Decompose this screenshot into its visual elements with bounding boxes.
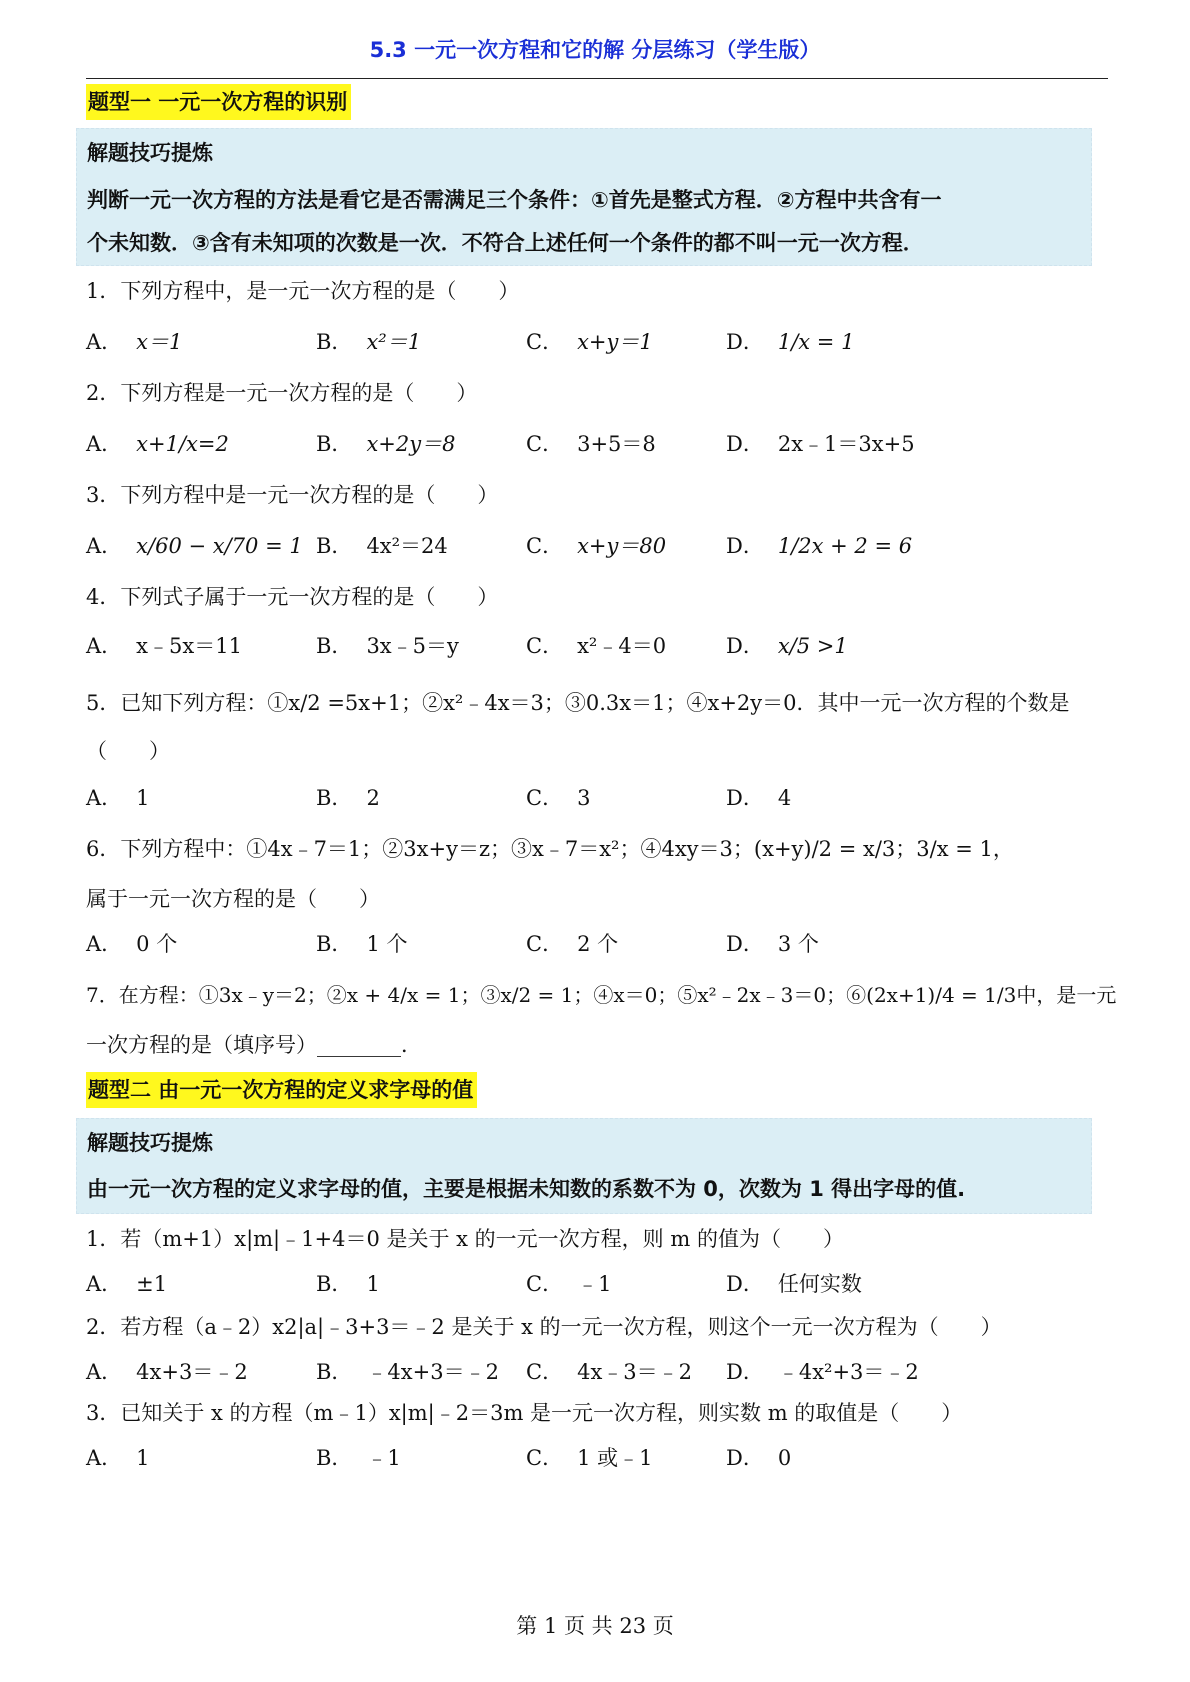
option-text: 任何实数 [777, 1272, 862, 1296]
question-6: 6．下列方程中：①4x﹣7＝1；②3x+y＝z；③x﹣7＝x²；④4xy＝3；(x+y)/2 = x/3；3/x = 1， [86, 837, 1014, 861]
option-c [526, 526, 666, 566]
option-d [726, 1438, 791, 1478]
options-row [86, 626, 1106, 666]
page-footer: 第 1 页 共 23 页 [516, 1614, 674, 1638]
question-3: 3．下列方程中是一元一次方程的是（ ） [86, 483, 499, 507]
option-b [316, 1438, 401, 1478]
option-label: B． [316, 1272, 353, 1296]
option-d [726, 626, 848, 666]
question-5-cont: （ ） [86, 739, 170, 763]
question-6-cont: 属于一元一次方程的是（ ） [86, 887, 380, 911]
option-text: ﹣4x²+3＝﹣2 [777, 1360, 919, 1384]
option-label: B． [316, 1360, 353, 1384]
option-text: x²＝1 [366, 330, 422, 354]
option-label: B． [316, 330, 353, 354]
option-text: 1 个 [366, 932, 408, 956]
option-label: B． [316, 534, 353, 558]
section-heading-1: 题型一 一元一次方程的识别 [86, 84, 351, 120]
document-title: 5.3 一元一次方程和它的解 分层练习（学生版） [369, 38, 821, 62]
option-label: C． [526, 1360, 564, 1384]
question-2: 2．下列方程是一元一次方程的是（ ） [86, 381, 478, 405]
option-text: 4x﹣3＝﹣2 [577, 1360, 693, 1384]
options-row [86, 526, 1106, 566]
option-text: x+y＝1 [577, 330, 653, 354]
option-label: C． [526, 1272, 564, 1296]
option-text: 3x﹣5＝y [366, 634, 459, 658]
option-text: x²﹣4＝0 [577, 634, 667, 658]
option-b [316, 1264, 380, 1304]
option-label: A． [86, 634, 123, 658]
option-label: D． [726, 786, 764, 810]
option-label: B． [316, 786, 353, 810]
title-rule [86, 78, 1108, 79]
question-5: 5．已知下列方程：①x/2 =5x+1；②x²﹣4x＝3；③0.3x＝1；④x+2y＝0．其中一元一次方程的个数是 [86, 691, 1070, 715]
option-text: 1 或﹣1 [577, 1446, 653, 1470]
option-label: C． [526, 786, 564, 810]
option-text: 4x²＝24 [366, 534, 448, 558]
option-label: A． [86, 1446, 123, 1470]
options-row [86, 924, 1106, 964]
options-row [86, 778, 1106, 818]
tip-text-line: 个未知数．③含有未知项的次数是一次．不符合上述任何一个条件的都不叫一元一次方程． [87, 231, 924, 255]
option-a [86, 1264, 167, 1304]
option-text: x+y＝80 [577, 534, 667, 558]
option-text: 2 [366, 786, 380, 810]
option-label: D． [726, 1360, 764, 1384]
option-text: ﹣1 [577, 1272, 612, 1296]
options-row [86, 1438, 1106, 1478]
option-a [86, 626, 242, 666]
tip-box-1 [76, 128, 1092, 266]
tip-box-2 [76, 1118, 1092, 1214]
tip-title: 解题技巧提炼 [87, 141, 213, 165]
option-text: 2 个 [577, 932, 619, 956]
option-text: 1 [136, 786, 150, 810]
option-d [726, 778, 791, 818]
option-text: 0 个 [136, 932, 178, 956]
question-4: 4．下列式子属于一元一次方程的是（ ） [86, 585, 499, 609]
option-d [726, 526, 912, 566]
option-label: D． [726, 634, 764, 658]
option-a [86, 1438, 150, 1478]
option-label: D． [726, 330, 764, 354]
option-text: 3 个 [777, 932, 819, 956]
question-2-1: 1．若（m+1）x|m|﹣1+4＝0 是关于 x 的一元一次方程，则 m 的值为（ ） [86, 1227, 844, 1251]
option-text: 1/2x + 2 = 6 [777, 534, 913, 558]
option-text: 1 [366, 1272, 380, 1296]
option-label: B． [316, 432, 353, 456]
option-text: x/5 >1 [777, 634, 848, 658]
option-c [526, 322, 653, 362]
question-2-3: 3．已知关于 x 的方程（m﹣1）x|m|﹣2＝3m 是一元一次方程，则实数 m 的取值是（ ） [86, 1401, 963, 1425]
option-label: C． [526, 330, 564, 354]
option-label: C． [526, 432, 564, 456]
option-label: C． [526, 634, 564, 658]
option-text: 1/x = 1 [777, 330, 855, 354]
option-text: x/60 − x/70 = 1 [136, 534, 303, 558]
option-label: B． [316, 932, 353, 956]
option-text: x﹣5x＝11 [136, 634, 242, 658]
option-d [726, 322, 854, 362]
question-7-cont: 一次方程的是（填序号）________． [86, 1033, 422, 1057]
tip-text-line: 判断一元一次方程的方法是看它是否需满足三个条件：①首先是整式方程．②方程中共含有一 [87, 188, 942, 212]
option-label: A． [86, 534, 123, 558]
option-text: ﹣1 [366, 1446, 401, 1470]
option-a [86, 778, 150, 818]
option-text: 4 [777, 786, 792, 810]
option-text: 1 [136, 1446, 150, 1470]
section-heading-2: 题型二 由一元一次方程的定义求字母的值 [86, 1072, 477, 1108]
options-row [86, 322, 1106, 362]
option-c [526, 1352, 692, 1392]
option-label: D． [726, 1446, 764, 1470]
option-label: A． [86, 932, 123, 956]
option-a [86, 1352, 248, 1392]
option-label: A． [86, 432, 123, 456]
option-label: A． [86, 1272, 123, 1296]
option-b [316, 626, 459, 666]
option-label: A． [86, 1360, 123, 1384]
option-text: 3 [577, 786, 591, 810]
option-text: 4x+3＝﹣2 [136, 1360, 248, 1384]
option-a [86, 322, 182, 362]
option-b [316, 526, 448, 566]
option-d [726, 1352, 919, 1392]
option-label: A． [86, 330, 123, 354]
question-7: 7．在方程：①3x﹣y＝2；②x + 4/x = 1；③x/2 = 1；④x＝0；⑤x²﹣2x﹣3＝0；⑥(2x+1)/4 = 1/3中，是一元 [86, 983, 1117, 1007]
option-c [526, 1438, 652, 1478]
option-text: 0 [777, 1446, 792, 1470]
option-text: x＝1 [136, 330, 183, 354]
option-text: 3+5＝8 [577, 432, 656, 456]
option-c [526, 924, 618, 964]
option-text: ﹣4x+3＝﹣2 [366, 1360, 499, 1384]
option-d [726, 424, 915, 464]
option-text: ±1 [136, 1272, 168, 1296]
option-b [316, 778, 380, 818]
option-label: C． [526, 534, 564, 558]
options-row [86, 1264, 1106, 1304]
option-label: D． [726, 1272, 764, 1296]
option-b [316, 924, 407, 964]
option-d [726, 1264, 862, 1304]
question-1: 1．下列方程中，是一元一次方程的是（ ） [86, 279, 520, 303]
tip-text-line: 由一元一次方程的定义求字母的值，主要是根据未知数的系数不为 0，次数为 1 得出字母的值. [87, 1177, 966, 1201]
options-row [86, 424, 1106, 464]
option-a [86, 924, 177, 964]
option-c [526, 778, 590, 818]
option-b [316, 1352, 499, 1392]
option-b [316, 322, 421, 362]
option-a [86, 526, 303, 566]
option-c [526, 424, 656, 464]
option-label: D． [726, 932, 764, 956]
option-a [86, 424, 229, 464]
options-row [86, 1352, 1106, 1392]
tip-title: 解题技巧提炼 [87, 1131, 213, 1155]
option-label: B． [316, 1446, 353, 1470]
option-label: A． [86, 786, 123, 810]
option-label: D． [726, 432, 764, 456]
option-text: x+1/x=2 [136, 432, 229, 456]
option-text: 2x﹣1＝3x+5 [777, 432, 915, 456]
option-label: C． [526, 1446, 564, 1470]
option-text: x+2y＝8 [366, 432, 456, 456]
question-2-2: 2．若方程（a﹣2）x2|a|﹣3+3＝﹣2 是关于 x 的一元一次方程，则这个一元一次方程为（ ） [86, 1315, 1002, 1339]
option-d [726, 924, 819, 964]
option-c [526, 626, 666, 666]
option-label: B． [316, 634, 353, 658]
option-label: D． [726, 534, 764, 558]
option-label: C． [526, 932, 564, 956]
option-b [316, 424, 455, 464]
option-c [526, 1264, 611, 1304]
